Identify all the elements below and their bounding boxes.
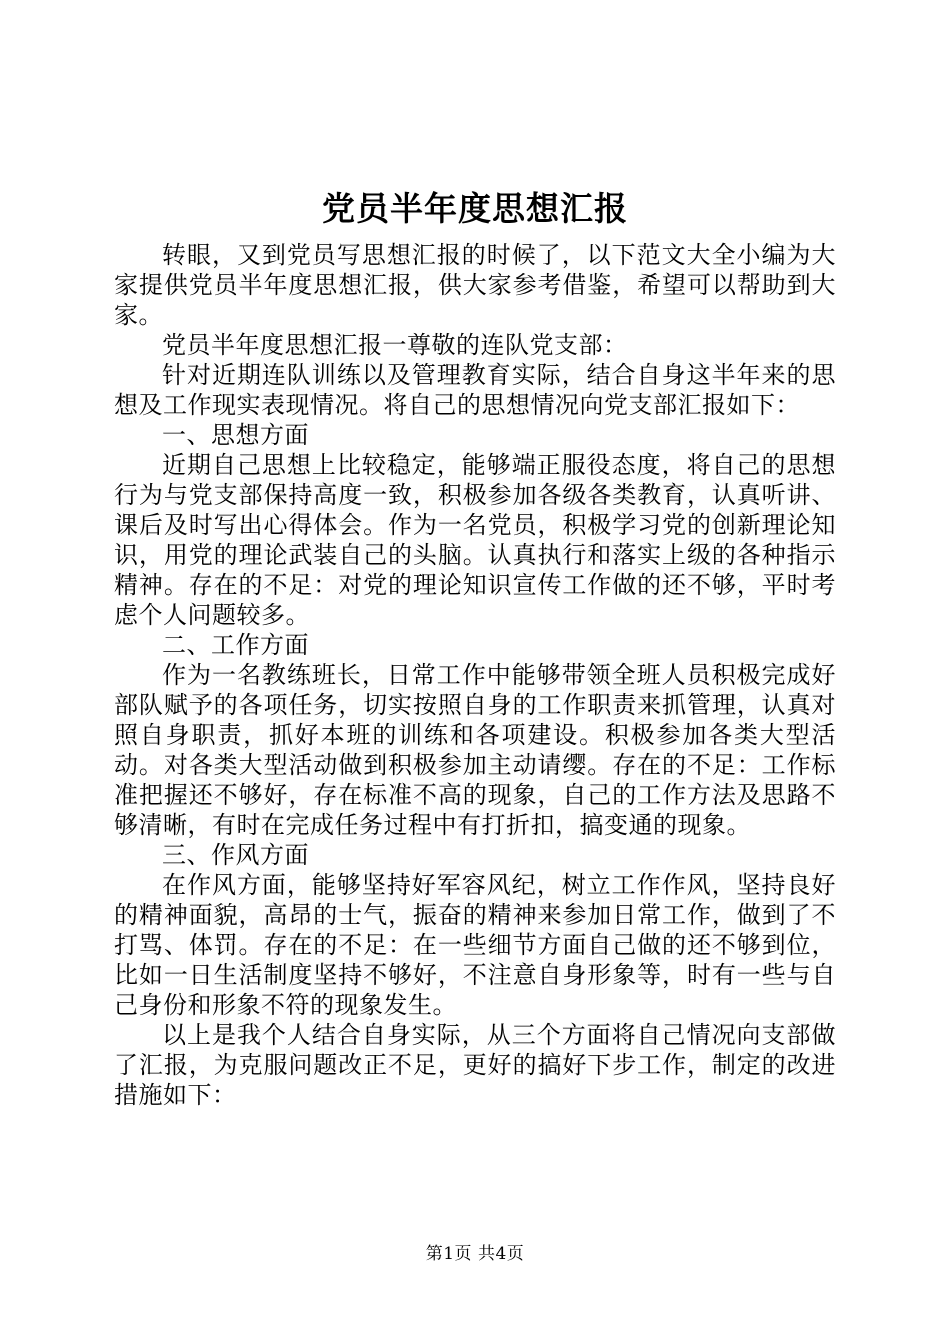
work-paragraph: 作为一名教练班长，日常工作中能够带领全班人员积极完成好部队赋予的各项任务，切实按照自身的工作职责来抓管理，认真对照自身职责，抓好本班的训练和各项建设。积极参加各类大型活动。对各类大型活动做到积极参加主动请缨。存在的不足：工作标准把握还不够好，存在标准不高的现象，自己的工作方法及思路不够清晰，有时在完成任务过程中有打折扣，搞变通的现象。 bbox=[114, 661, 836, 839]
section-heading-thought: 一、思想方面 bbox=[162, 421, 309, 449]
page-number-footer: 第1页 共4页 bbox=[425, 1244, 525, 1264]
document-body bbox=[114, 240, 836, 1110]
opening-paragraph: 针对近期连队训练以及管理教育实际，结合自身这半年来的思想及工作现实表现情况。将自己的思想情况向党支部汇报如下： bbox=[114, 361, 836, 419]
thought-paragraph: 近期自己思想上比较稳定，能够端正服役态度，将自己的思想行为与党支部保持高度一致，积极参加各级各类教育，认真听讲、课后及时写出心得体会。作为一名党员，积极学习党的创新理论知识，用党的理论武装自己的头脑。认真执行和落实上级的各种指示精神。存在的不足：对党的理论知识宣传工作做的还不够，平时考虑个人问题较多。 bbox=[114, 451, 836, 629]
closing-paragraph: 以上是我个人结合自身实际，从三个方面将自己情况向支部做了汇报，为克服问题改正不足，更好的搞好下步工作，制定的改进措施如下： bbox=[114, 1021, 836, 1109]
section-heading-style: 三、作风方面 bbox=[162, 841, 309, 869]
document-title: 党员半年度思想汇报 bbox=[322, 189, 628, 228]
salutation: 党员半年度思想汇报一尊敬的连队党支部： bbox=[162, 331, 628, 359]
intro-paragraph: 转眼，又到党员写思想汇报的时候了，以下范文大全小编为大家提供党员半年度思想汇报，供大家参考借鉴，希望可以帮助到大家。 bbox=[114, 241, 836, 329]
section-heading-work: 二、工作方面 bbox=[162, 631, 309, 659]
style-paragraph: 在作风方面，能够坚持好军容风纪，树立工作作风，坚持良好的精神面貌，高昂的士气，振奋的精神来参加日常工作，做到了不打骂、体罚。存在的不足：在一些细节方面自己做的还不够到位，比如一日生活制度坚持不够好，不注意自身形象等，时有一些与自己身份和形象不符的现象发生。 bbox=[114, 871, 836, 1019]
